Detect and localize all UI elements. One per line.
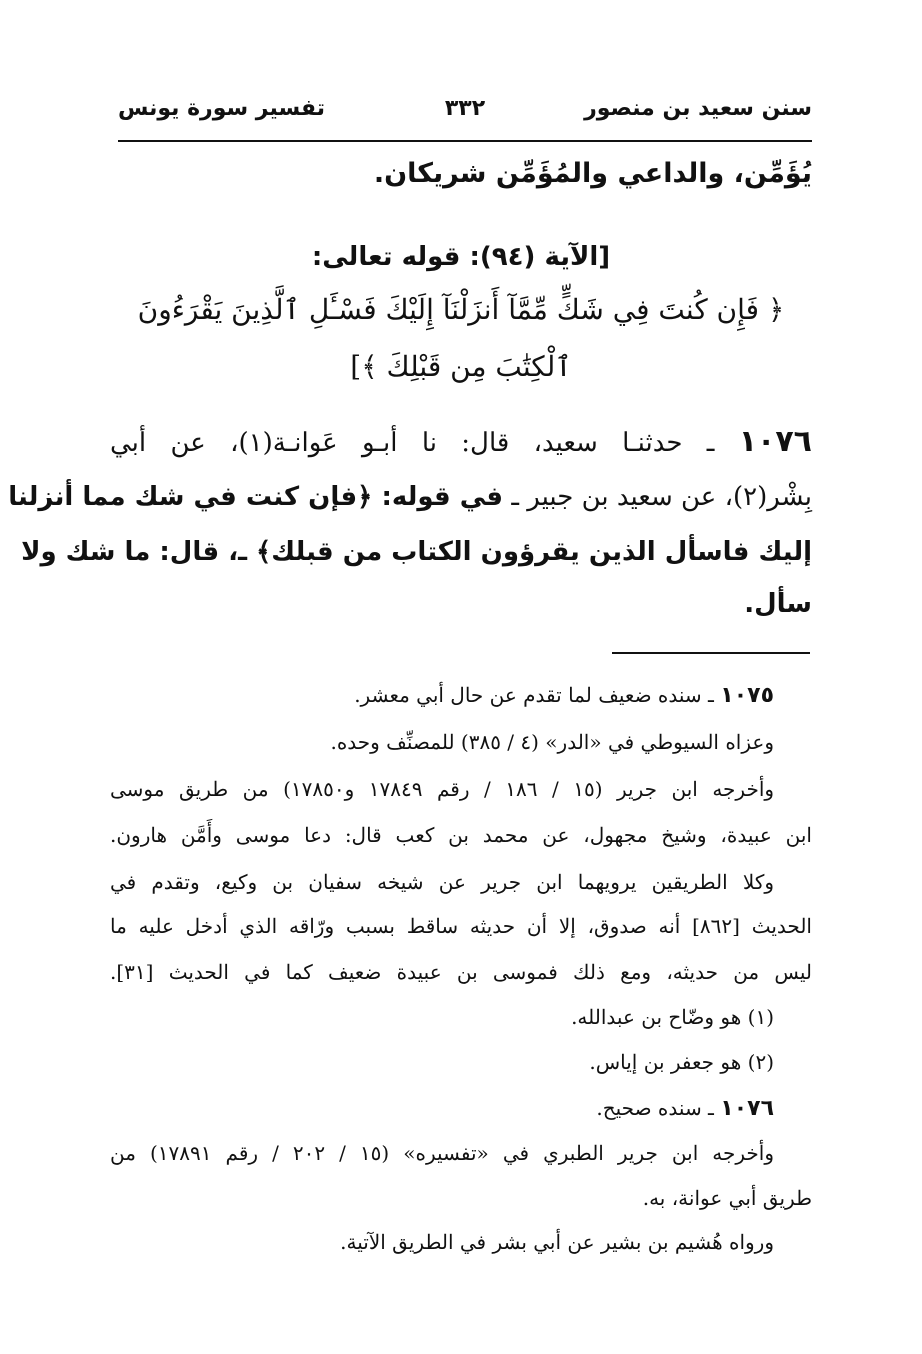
narration-text-2a: بِشْر(٢)، عن سعيد بن جبير ـ <box>511 482 812 512</box>
narration-text-4: سأل. <box>744 589 812 619</box>
footnote-ref-1: (١) هو وضّاح بن عبدالله. <box>571 1005 774 1029</box>
footnote-1076 <box>110 1096 774 1121</box>
footnote-number-1076: ١٠٧٦ <box>720 1096 774 1121</box>
footnote-divider <box>612 652 810 654</box>
footnote-line: وكلا الطريقين يرويهما ابن جرير عن شيخه سفيان بن وكيع، وتقدم في <box>110 870 774 894</box>
ayah-heading: [الآية (٩٤): قوله تعالى: <box>311 242 611 272</box>
running-header <box>118 96 812 136</box>
continuation-text: يُؤَمِّن، والداعي والمُؤَمِّن شريكان. <box>373 158 812 189</box>
book-title: سنن سعيد بن منصور <box>584 96 812 121</box>
narration-line-1 <box>110 424 812 459</box>
footnote-text-1075: ـ سنده ضعيف لما تقدم عن حال أبي معشر. <box>354 683 714 707</box>
header-divider <box>118 140 812 142</box>
footnote-ref-2: (٢) هو جعفر بن إياس. <box>589 1050 774 1074</box>
footnote-line: الحديث [٨٦٢] أنه صدوق، إلا أن حديثه ساقط بسبب ورّاقه الذي أدخل عليه ما <box>110 914 812 938</box>
quran-verse-line-2: ٱلْكِتَٰبَ مِن قَبْلِكَ ﴾] <box>350 350 572 383</box>
footnote-line: وأخرجه ابن جرير (١٥ / ١٨٦ / رقم ١٧٨٤٩ و١٧٨٥٠) من طريق موسى <box>110 777 775 801</box>
footnote-line: ابن عبيدة، وشيخ مجهول، عن محمد بن كعب قال: دعا موسى وأَمَّن هارون. <box>110 823 812 847</box>
quran-verse-line-1: ﴿ فَإِن كُنتَ فِي شَكٍّ مِّمَّآ أَنزَلْنَآ إِلَيْكَ فَسْـَٔلِ ٱلَّذِينَ يَقْرَءُونَ <box>137 293 785 326</box>
footnote-text-1076: ـ سنده صحيح. <box>596 1096 714 1120</box>
page-number: ٣٣٢ <box>444 96 486 121</box>
narration-text-2b: في قوله: ﴿فإن كنت في شك مما أنزلنا <box>8 482 504 512</box>
narration-text-3: إليك فاسأل الذين يقرؤون الكتاب من قبلك﴾ ـ، قال: ما شك ولا <box>21 537 812 567</box>
narration-number: ١٠٧٦ <box>738 424 812 459</box>
narration-line-3 <box>21 537 812 567</box>
footnote-line: وأخرجه ابن جرير الطبري في «تفسيره» (١٥ / ٢٠٢ / رقم ١٧٨٩١) من <box>110 1141 775 1165</box>
footnote-line: ليس من حديثه، ومع ذلك فموسى بن عبيدة ضعيف كما في الحديث [٣١]. <box>110 960 812 984</box>
narration-line-2 <box>8 482 812 512</box>
footnote-1075 <box>110 683 774 708</box>
narration-line-4 <box>744 589 812 619</box>
footnote-number-1075: ١٠٧٥ <box>720 683 774 708</box>
footnote-line: وعزاه السيوطي في «الدر» (٤ / ٣٨٥) للمصنِّف وحده. <box>330 730 774 754</box>
footnote-line: طريق أبي عوانة، به. <box>642 1186 812 1210</box>
section-title: تفسير سورة يونس <box>118 96 325 121</box>
narration-text-1: ـ حدثنـا سعيد، قال: نا أبـو عَوانـة(١)، عن أبي <box>110 428 715 458</box>
footnote-line: ورواه هُشيم بن بشير عن أبي بشر في الطريق الآتية. <box>340 1230 774 1254</box>
